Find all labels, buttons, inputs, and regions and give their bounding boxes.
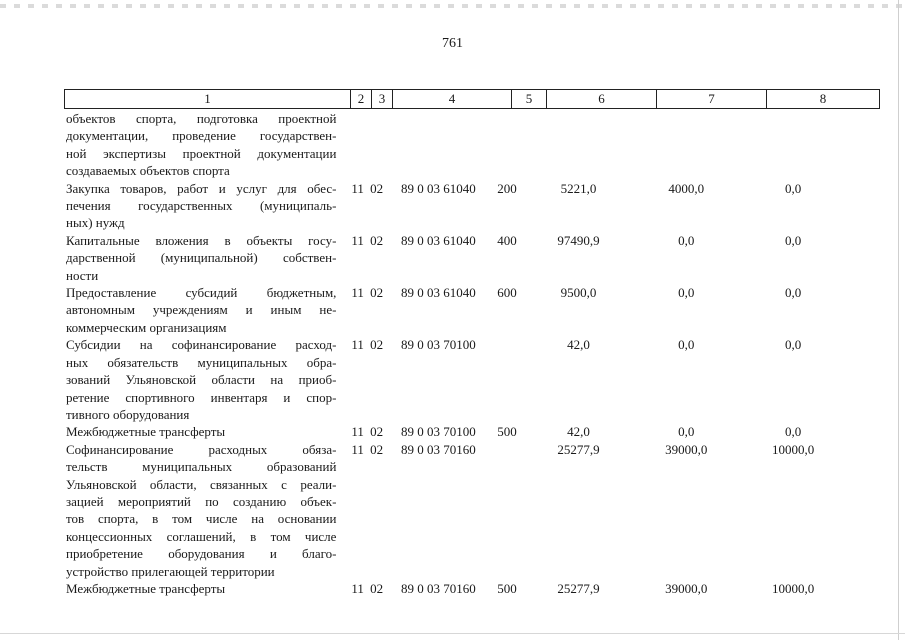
- header-col-3: 3: [372, 90, 393, 108]
- cell-amount-col7: 39000,0: [665, 441, 708, 457]
- cell-target-code: 89 0 03 70160: [401, 441, 476, 457]
- cell-amount-col7: 0,0: [678, 232, 695, 248]
- cell-section: 11: [351, 424, 364, 440]
- cell-target-code: 89 0 03 61040: [401, 180, 476, 196]
- table-row: [66, 232, 846, 284]
- cell-section: 11: [351, 441, 364, 457]
- cell-amount-col6: 97490,9: [557, 232, 600, 248]
- row-description: [66, 180, 336, 232]
- table-body: [66, 110, 846, 597]
- description-line: тельств муниципальных образований: [66, 459, 337, 475]
- cell-amount-col6: 25277,9: [557, 580, 600, 596]
- cell-target-code: 89 0 03 61040: [401, 285, 476, 301]
- header-col-7: 7: [657, 90, 767, 108]
- table-header-row: [64, 89, 880, 109]
- description-line: зацией мероприятий по созданию объек-: [66, 493, 337, 509]
- header-col-5: 5: [512, 90, 547, 108]
- description-line: ной экспертизы проектной документации: [66, 145, 337, 161]
- description-line: тов спорта, в том числе на основании: [66, 511, 337, 527]
- description-line: Субсидии на софинансирование расход-: [66, 337, 337, 353]
- row-description: [66, 110, 336, 180]
- cell-amount-col8: 0,0: [784, 285, 802, 301]
- description-line: приобретение оборудования и благо-: [66, 546, 337, 562]
- description-line: устройство прилегающей территории: [66, 563, 275, 579]
- description-line: Софинансирование расходных обяза-: [66, 441, 337, 457]
- cell-subsection: 02: [370, 232, 384, 248]
- description-line: Капитальные вложения в объекты госу-: [66, 232, 337, 248]
- cell-subsection: 02: [370, 337, 384, 353]
- table-row: [66, 284, 846, 336]
- description-line: зований Ульяновской области на приоб-: [66, 372, 337, 388]
- cell-amount-col7: 0,0: [678, 337, 695, 353]
- description-line: ретение спортивного инвентаря и спор-: [66, 389, 337, 405]
- cell-amount-col6: 42,0: [567, 337, 590, 353]
- description-line: Межбюджетные трансферты: [66, 424, 226, 440]
- cell-amount-col6: [525, 110, 633, 180]
- description-line: Межбюджетные трансферты: [66, 580, 226, 596]
- cell-amount-col8: 10000,0: [771, 441, 815, 457]
- cell-subsection: 02: [370, 441, 384, 457]
- table-row: [66, 441, 846, 580]
- cell-expense-type: [489, 336, 524, 423]
- cell-amount-col8: [740, 110, 846, 180]
- cell-amount-col6: 5221,0: [560, 180, 597, 196]
- cell-amount-col7: 0,0: [678, 285, 695, 301]
- cell-amount-col7: 0,0: [678, 424, 695, 440]
- cell-target-code: 89 0 03 70100: [401, 424, 476, 440]
- cell-expense-type: 500: [497, 424, 517, 440]
- header-col-2: 2: [351, 90, 372, 108]
- scan-edge-top: [0, 4, 905, 8]
- cell-amount-col6: 9500,0: [560, 285, 597, 301]
- cell-subsection: 02: [370, 285, 384, 301]
- cell-amount-col8: 0,0: [784, 424, 802, 440]
- header-col-1: 1: [65, 90, 351, 108]
- cell-subsection: 02: [370, 424, 384, 440]
- header-col-4: 4: [393, 90, 512, 108]
- description-line: документации, проведение государствен-: [66, 128, 337, 144]
- cell-target-code: 89 0 03 61040: [401, 232, 476, 248]
- cell-amount-col8: 0,0: [784, 337, 802, 353]
- cell-section: 11: [351, 180, 364, 196]
- cell-section: 11: [351, 337, 364, 353]
- description-line: дарственной (муниципальной) собствен-: [66, 250, 337, 266]
- cell-amount-col8: 10000,0: [771, 580, 815, 596]
- cell-amount-col8: 0,0: [784, 232, 802, 248]
- cell-subsection: 02: [370, 580, 384, 596]
- description-line: создаваемых объектов спорта: [66, 163, 230, 179]
- cell-subsection: [366, 110, 388, 180]
- cell-target-code: 89 0 03 70160: [401, 580, 476, 596]
- description-line: концессионных соглашений, в том числе: [66, 528, 337, 544]
- cell-expense-type: 200: [497, 180, 517, 196]
- cell-expense-type: 600: [497, 285, 517, 301]
- cell-amount-col6: 25277,9: [557, 441, 600, 457]
- header-col-8: 8: [819, 91, 827, 106]
- scan-edge-bottom: [0, 633, 905, 634]
- cell-amount-col6: 42,0: [567, 424, 590, 440]
- scan-edge-right: [898, 0, 899, 640]
- cell-expense-type: [489, 110, 524, 180]
- row-description: [66, 580, 336, 597]
- cell-expense-type: 500: [497, 580, 517, 596]
- cell-section: [336, 110, 365, 180]
- description-line: ности: [66, 267, 99, 283]
- description-line: автономным учреждениям и иным не-: [66, 302, 337, 318]
- cell-amount-col7: 4000,0: [668, 180, 705, 196]
- cell-amount-col7: 39000,0: [665, 580, 708, 596]
- description-line: объектов спорта, подготовка проектной: [66, 111, 337, 126]
- description-line: ных обязательств муниципальных обра-: [66, 354, 337, 370]
- description-line: ных) нужд: [66, 215, 125, 231]
- table-row: [66, 180, 846, 232]
- description-line: Закупка товаров, работ и услуг для обес-: [66, 180, 337, 196]
- description-line: тивного оборудования: [66, 406, 190, 422]
- description-line: печения государственных (муниципаль-: [66, 198, 337, 214]
- cell-target-code: [387, 110, 489, 180]
- cell-amount-col7: [632, 110, 740, 180]
- cell-section: 11: [351, 232, 364, 248]
- cell-expense-type: [489, 441, 524, 580]
- table-row: [66, 336, 846, 423]
- table-row: [66, 110, 846, 180]
- description-line: Ульяновской области, связанных с реали-: [66, 476, 337, 492]
- cell-section: 11: [351, 580, 364, 596]
- row-description: [66, 423, 336, 440]
- page-number: 761: [442, 36, 463, 51]
- cell-target-code: 89 0 03 70100: [401, 337, 476, 353]
- row-description: [66, 284, 336, 336]
- cell-amount-col8: 0,0: [784, 180, 802, 196]
- table-row: [66, 423, 846, 440]
- description-line: коммерческим организациям: [66, 319, 227, 335]
- cell-subsection: 02: [370, 180, 384, 196]
- row-description: [66, 336, 336, 423]
- header-col-6: 6: [547, 90, 657, 108]
- table-row: [66, 580, 846, 597]
- cell-expense-type: 400: [497, 232, 517, 248]
- row-description: [66, 441, 336, 580]
- description-line: Предоставление субсидий бюджетным,: [66, 285, 337, 301]
- cell-section: 11: [351, 285, 364, 301]
- row-description: [66, 232, 336, 284]
